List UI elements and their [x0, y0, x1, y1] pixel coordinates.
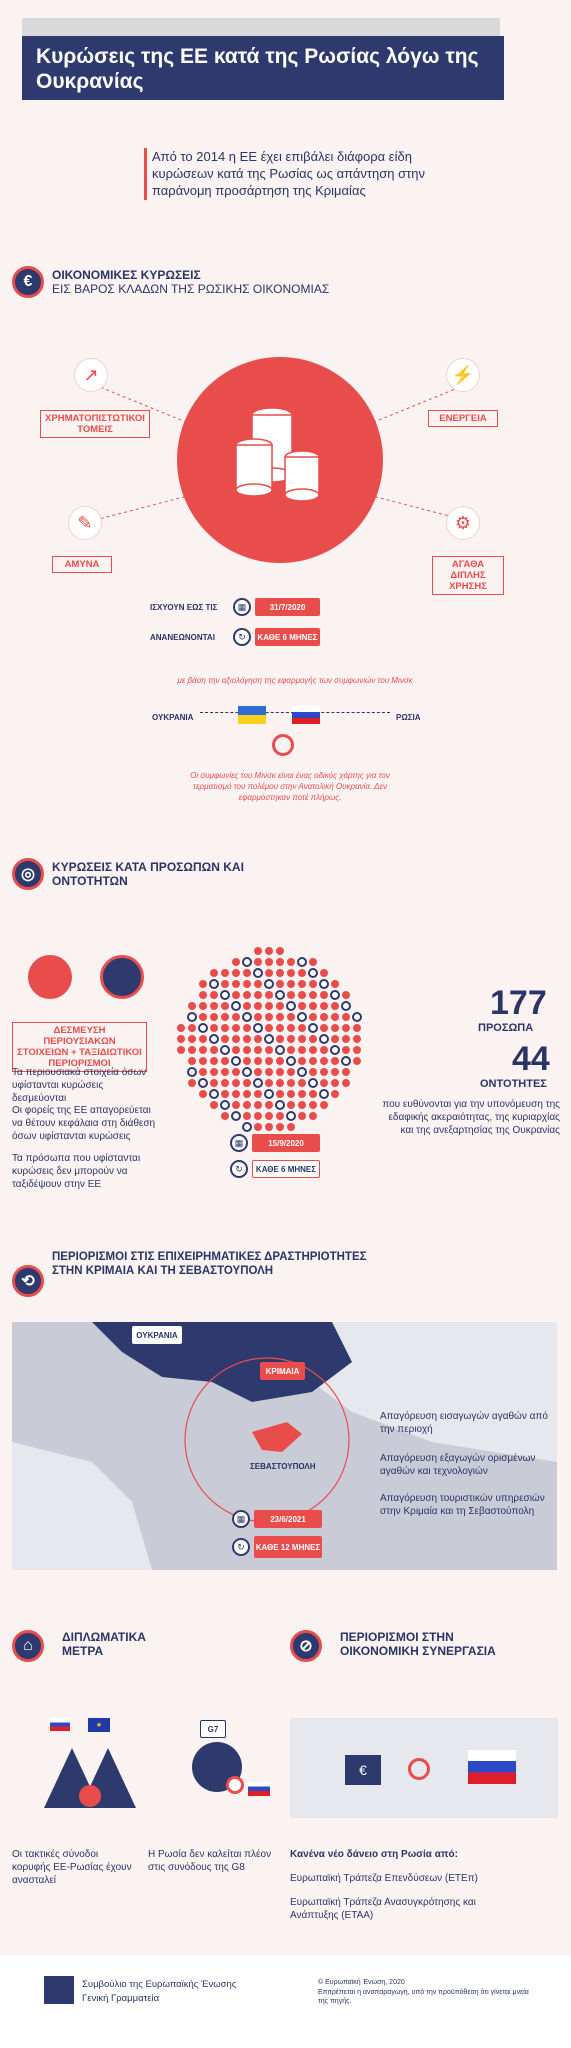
diplomatic-t2: Η Ρωσία δεν καλείται πλέον στις συνόδους της G8 [148, 1849, 272, 1873]
individual-p3: Τα πρόσωπα που υφίστανται κυρώσεις δεν μπορούν να ταξιδέψουν στην ΕΕ [12, 1153, 141, 1190]
person-dot [353, 1024, 361, 1032]
person-dot [287, 1046, 295, 1054]
person-dot [221, 1024, 229, 1032]
person-dot [232, 1002, 240, 1010]
person-dot [254, 1024, 262, 1032]
renew-label: ΑΝΑΝΕΩΝΟΝΤΑΙ [150, 633, 215, 642]
person-dot [232, 991, 240, 999]
crimea-date: 23/6/2021 [254, 1510, 322, 1528]
person-dot [309, 991, 317, 999]
person-dot [210, 1013, 218, 1021]
person-dot [232, 1090, 240, 1098]
intro-text: Από το 2014 η ΕΕ έχει επιβάλει διάφορα είδη κυρώσεων κατά της Ρωσίας ως απάντηση στην παράνομη προσάρτηση της Κριμαίας [152, 149, 425, 198]
russia-flag [50, 1718, 70, 1731]
person-dot [254, 947, 262, 955]
person-dot [309, 1112, 317, 1120]
person-dot [243, 1057, 251, 1065]
person-dot [243, 1046, 251, 1054]
person-dot [232, 1024, 240, 1032]
russia-flag [248, 1782, 270, 1796]
globe-icon [100, 955, 144, 999]
person-dot [188, 1046, 196, 1054]
person-dot [232, 958, 240, 966]
person-dot [331, 1002, 339, 1010]
person-dot [210, 1035, 218, 1043]
person-dot [309, 1046, 317, 1054]
person-dot [320, 1068, 328, 1076]
minsk-note: με βάση την αξιολόγηση της εφαρμογής των συμφωνιών του Μινσκ [177, 676, 413, 685]
person-dot [309, 980, 317, 988]
person-dot [353, 1046, 361, 1054]
person-dot [287, 1090, 295, 1098]
person-dot [199, 1079, 207, 1087]
intro-accent [144, 148, 147, 200]
person-dot [254, 1046, 262, 1054]
crimea-r2: Απαγόρευση εξαγωγών ορισμένων αγαθών και τεχνολογιών [380, 1453, 536, 1477]
person-dot [232, 1046, 240, 1054]
person-dot [254, 969, 262, 977]
person-dot [320, 1057, 328, 1065]
person-dot [309, 1024, 317, 1032]
person-dot [342, 1068, 350, 1076]
refresh-icon: ⟲ [12, 1265, 44, 1297]
person-dot [342, 1057, 350, 1065]
person-dot [276, 958, 284, 966]
person-dot [243, 1035, 251, 1043]
person-dot [309, 1090, 317, 1098]
person-dot [254, 980, 262, 988]
person-dot [210, 1101, 218, 1109]
person-dot [265, 1013, 273, 1021]
person-dot [210, 980, 218, 988]
cooperation-b2: Ευρωπαϊκή Τράπεζα Ανασυγκρότησης και Ανάπτυξης (ΕΤΑΑ) [290, 1897, 476, 1921]
sector-defence: ΑΜΥΝΑ [52, 556, 112, 573]
calendar-icon: ▦ [232, 1510, 250, 1528]
building-icon: ⌂ [12, 1630, 44, 1662]
person-dot [331, 1090, 339, 1098]
person-dot [298, 991, 306, 999]
cooperation-heading: Κανένα νέο δάνειο στη Ρωσία από: [290, 1849, 458, 1860]
person-dot [232, 1035, 240, 1043]
person-dot [254, 1068, 262, 1076]
person-dot [221, 1101, 229, 1109]
person-dot [298, 1090, 306, 1098]
sector-dual-use: ΑΓΑΘΑ ΔΙΠΛΗΣ ΧΡΗΣΗΣ [432, 556, 504, 595]
person-dot [210, 1068, 218, 1076]
person-dot [331, 980, 339, 988]
person-dot [320, 1046, 328, 1054]
diplomatic-t1: Οι τακτικές σύνοδοι κορυφής ΕΕ-Ρωσίας έχουν ανασταλεί [12, 1849, 132, 1886]
person-dot [199, 1068, 207, 1076]
person-dot [320, 1101, 328, 1109]
person-dot [331, 1013, 339, 1021]
person-dot [320, 1035, 328, 1043]
person-dot [232, 1068, 240, 1076]
person-dot [232, 1112, 240, 1120]
person-dot [276, 1002, 284, 1010]
person-dot [331, 1057, 339, 1065]
person-dot [276, 1057, 284, 1065]
person-dot [276, 1035, 284, 1043]
person-dot [320, 1079, 328, 1087]
person-dot [298, 1046, 306, 1054]
target-icon: ◎ [12, 858, 44, 890]
person-dot [199, 1090, 207, 1098]
person-dot [199, 1046, 207, 1054]
person-dot [298, 969, 306, 977]
person-dot [276, 1068, 284, 1076]
person-dot [221, 969, 229, 977]
footer-org1: Συμβούλιο της Ευρωπαϊκής Ένωσης [82, 1979, 237, 1990]
entities-label: ΟΝΤΟΤΗΤΕΣ [480, 1078, 547, 1090]
persons-label: ΠΡΟΣΩΠΑ [478, 1022, 534, 1034]
person-dot [353, 1013, 361, 1021]
person-dot [265, 1035, 273, 1043]
person-dot [232, 1057, 240, 1065]
person-dot [254, 1057, 262, 1065]
person-dot [243, 1079, 251, 1087]
person-dot [243, 1123, 251, 1131]
council-logo [44, 1976, 74, 2004]
person-dot [309, 1035, 317, 1043]
footer-org2: Γενική Γραμματεία [82, 1993, 160, 2004]
person-dot [243, 958, 251, 966]
person-dot [276, 1123, 284, 1131]
lightning-icon: ⚡ [446, 358, 480, 392]
renew-icon: ↻ [233, 628, 251, 646]
valid-label: ΙΣΧΥΟΥΝ ΕΩΣ ΤΙΣ [150, 603, 218, 612]
crimea-title: ΠΕΡΙΟΡΙΣΜΟΙ ΣΤΙΣ ΕΠΙΧΕΙΡΗΜΑΤΙΚΕΣ ΔΡΑΣΤΗΡΙΟΤΗΤΕΣ ΣΤΗΝ ΚΡΙΜΑΙΑ ΚΑΙ ΤΗ ΣΕΒΑΣΤΟΥΠΟΛΗ [52, 1251, 367, 1277]
person-dot [287, 969, 295, 977]
map-sevastopol-label: ΣΕΒΑΣΤΟΥΠΟΛΗ [250, 1462, 316, 1471]
renew-icon: ↻ [232, 1538, 250, 1556]
person-dot [331, 1068, 339, 1076]
person-dot [287, 1035, 295, 1043]
person-dot [232, 1101, 240, 1109]
person-dot [298, 980, 306, 988]
page-title: Κυρώσεις της ΕΕ κατά της Ρωσίας λόγω της Ουκρανίας [22, 36, 504, 100]
person-dot [276, 969, 284, 977]
person-dot [287, 1079, 295, 1087]
person-dot [221, 1057, 229, 1065]
person-dot [188, 1035, 196, 1043]
person-dot [353, 1035, 361, 1043]
prohibited-icon [408, 1758, 430, 1780]
person-dot [221, 1002, 229, 1010]
person-dot [265, 1057, 273, 1065]
person-dot [221, 1046, 229, 1054]
person-dot [265, 1024, 273, 1032]
person-dot [287, 991, 295, 999]
entities-number: 44 [512, 1040, 550, 1078]
person-dot [287, 1123, 295, 1131]
russia-flag [292, 706, 320, 724]
person-dot [298, 1112, 306, 1120]
person-dot [265, 1079, 273, 1087]
person-dot [276, 1112, 284, 1120]
person-dot [254, 991, 262, 999]
chart-icon: ↗ [74, 358, 108, 392]
person-dot [342, 1079, 350, 1087]
prohibited-icon: ⊘ [290, 1630, 322, 1662]
person-dot [309, 969, 317, 977]
person-dot [243, 1068, 251, 1076]
person-dot [287, 1057, 295, 1065]
person-dot [342, 991, 350, 999]
map-crimea-label: ΚΡΙΜΑΙΑ [260, 1362, 305, 1380]
individual-p1: Τα περιουσιακά στοιχεία όσων υφίστανται κυρώσεις δεσμεύονται [12, 1067, 147, 1104]
person-dot [199, 1002, 207, 1010]
person-dot [254, 1123, 262, 1131]
person-dot [287, 1068, 295, 1076]
person-dot [243, 969, 251, 977]
person-dot [221, 980, 229, 988]
person-dot [276, 1013, 284, 1021]
person-dot [320, 1002, 328, 1010]
person-dot [309, 1079, 317, 1087]
person-dot [243, 991, 251, 999]
person-dot [232, 1013, 240, 1021]
freeze-box: ΔΕΣΜΕΥΣΗ ΠΕΡΙΟΥΣΙΑΚΩΝ ΣΤΟΙΧΕΙΩΝ + ΤΑΞΙΔΙΩΤΙΚΟΙ ΠΕΡΙΟΡΙΣΜΟΙ [12, 1022, 147, 1072]
person-dot [298, 1024, 306, 1032]
person-dot [221, 1079, 229, 1087]
ukraine-label: ΟΥΚΡΑΝΙΑ [152, 713, 194, 722]
person-dot [177, 1024, 185, 1032]
syringe-icon: ✎ [68, 506, 102, 540]
prohibited-icon [272, 734, 294, 756]
individual-renew: ΚΑΘΕ 6 ΜΗΝΕΣ [252, 1160, 320, 1178]
person-dot [188, 1068, 196, 1076]
dots-circle [175, 945, 365, 1135]
person-dot [199, 1013, 207, 1021]
person-dot [210, 991, 218, 999]
person-dot [287, 1101, 295, 1109]
person-dot [265, 991, 273, 999]
person-dot [298, 1002, 306, 1010]
ukraine-flag [238, 706, 266, 724]
person-dot [221, 1090, 229, 1098]
person-dot [287, 1112, 295, 1120]
person-dot [276, 947, 284, 955]
person-dot [287, 1002, 295, 1010]
persons-number: 177 [490, 984, 547, 1022]
person-dot [298, 1013, 306, 1021]
person-dot [298, 1068, 306, 1076]
individual-date: 15/9/2020 [252, 1134, 320, 1152]
person-dot [243, 980, 251, 988]
person-dot [188, 1013, 196, 1021]
renew-icon: ↻ [230, 1160, 248, 1178]
cooperation-title: ΠΕΡΙΟΡΙΣΜΟΙ ΣΤΗΝ ΟΙΚΟΝΟΜΙΚΗ ΣΥΝΕΡΓΑΣΙΑ [340, 1630, 496, 1658]
person-dot [188, 1024, 196, 1032]
prohibited-icon [226, 1776, 244, 1794]
economic-title: ΟΙΚΟΝΟΜΙΚΕΣ ΚΥΡΩΣΕΙΣ [52, 268, 201, 282]
sector-financial: ΧΡΗΜΑΤΟΠΙΣΤΩΤΙΚΟΙ ΤΟΜΕΙΣ [40, 410, 150, 438]
person-dot [331, 991, 339, 999]
person-dot [298, 1057, 306, 1065]
person-dot [210, 1002, 218, 1010]
crimea-r1: Απαγόρευση εισαγωγών αγαθών από την περιοχή [380, 1411, 548, 1435]
person-dot [287, 1024, 295, 1032]
map-ukraine-label: ΟΥΚΡΑΝΙΑ [132, 1326, 182, 1344]
person-dot [276, 991, 284, 999]
coins-icon [28, 955, 72, 999]
person-dot [243, 1090, 251, 1098]
person-dot [243, 1002, 251, 1010]
person-dot [232, 980, 240, 988]
footer-copy1: © Ευρωπαϊκή Ένωση, 2020 [318, 1979, 405, 1986]
diplomatic-title: ΔΙΠΛΩΜΑΤΙΚΑ ΜΕΤΡΑ [62, 1630, 146, 1658]
russia-label: ΡΩΣΙΑ [396, 713, 421, 722]
person-dot [309, 1002, 317, 1010]
person-dot [254, 1090, 262, 1098]
person-dot [287, 980, 295, 988]
person-dot [210, 1079, 218, 1087]
person-dot [287, 1013, 295, 1021]
person-dot [276, 980, 284, 988]
person-dot [254, 1002, 262, 1010]
person-dot [331, 1035, 339, 1043]
person-dot [320, 991, 328, 999]
person-dot [265, 947, 273, 955]
person-dot [265, 969, 273, 977]
person-dot [276, 1079, 284, 1087]
russia-flag [468, 1750, 516, 1784]
person-dot [254, 1101, 262, 1109]
individual-title: ΚΥΡΩΣΕΙΣ ΚΑΤΑ ΠΡΟΣΩΠΩΝ ΚΑΙ ΟΝΤΟΤΗΤΩΝ [52, 860, 244, 888]
g7-label: G7 [200, 1720, 226, 1738]
person-dot [276, 1024, 284, 1032]
person-dot [221, 991, 229, 999]
person-dot [199, 980, 207, 988]
responsible-text: που ευθύνονται για την υπονόμευση της εδαφικής ακεραιότητας, της κυριαρχίας και της ανεξαρτησίας της Ουκρανίας [382, 1099, 560, 1136]
crimea-renew: ΚΑΘΕ 12 ΜΗΝΕΣ [254, 1536, 322, 1558]
person-dot [243, 1024, 251, 1032]
person-dot [177, 1046, 185, 1054]
person-dot [243, 1112, 251, 1120]
person-dot [309, 1013, 317, 1021]
map [12, 1322, 557, 1570]
person-dot [265, 1068, 273, 1076]
euro-icon: € [12, 266, 44, 298]
person-dot [210, 969, 218, 977]
person-dot [320, 1090, 328, 1098]
person-dot [265, 958, 273, 966]
top-bar [0, 0, 571, 22]
person-dot [254, 1013, 262, 1021]
person-dot [243, 1101, 251, 1109]
person-dot [221, 1112, 229, 1120]
person-dot [221, 1068, 229, 1076]
person-dot [265, 980, 273, 988]
person-dot [320, 980, 328, 988]
person-dot [265, 1090, 273, 1098]
person-dot [309, 958, 317, 966]
person-dot [254, 1112, 262, 1120]
person-dot [331, 1024, 339, 1032]
person-dot [199, 1057, 207, 1065]
person-dot [210, 1024, 218, 1032]
person-dot [298, 958, 306, 966]
person-dot [210, 1057, 218, 1065]
person-dot [210, 1046, 218, 1054]
person-dot [199, 1035, 207, 1043]
person-dot [342, 1046, 350, 1054]
person-dot [254, 1035, 262, 1043]
minsk-footnote: Οι συμφωνίες του Μινσκ είναι ένας οδικός χάρτης για τον τερματισμό του πολέμου στην Ανατολική Ουκρανία. Δεν εφαρμόστηκαν ποτέ πλήρως. [190, 771, 390, 802]
person-dot [342, 1035, 350, 1043]
renew-value: ΚΑΘΕ 6 ΜΗΝΕΣ [255, 628, 320, 646]
person-dot [232, 969, 240, 977]
person-dot [287, 958, 295, 966]
person-dot [265, 1101, 273, 1109]
person-dot [276, 1046, 284, 1054]
individual-p2: Οι φορείς της ΕΕ απαγορεύεται να θέτουν κεφάλαια στη διάθεση όσων υφίστανται κυρώσεις [12, 1105, 156, 1142]
person-dot [188, 1002, 196, 1010]
person-dot [331, 1046, 339, 1054]
person-dot [309, 1068, 317, 1076]
person-dot [265, 1002, 273, 1010]
person-dot [188, 1057, 196, 1065]
person-dot [342, 1002, 350, 1010]
person-dot [199, 991, 207, 999]
person-dot [177, 1035, 185, 1043]
eu-flag: ★ [88, 1718, 110, 1732]
person-dot [210, 1090, 218, 1098]
person-dot [331, 1079, 339, 1087]
person-dot [221, 1035, 229, 1043]
person-dot [265, 1112, 273, 1120]
person-dot [276, 1101, 284, 1109]
person-dot [221, 1013, 229, 1021]
person-dot [320, 1024, 328, 1032]
person-dot [265, 1123, 273, 1131]
valid-date: 31/7/2020 [255, 598, 320, 616]
calendar-icon: ▦ [230, 1134, 248, 1152]
cooperation-b1: Ευρωπαϊκή Τράπεζα Επενδύσεων (ΕΤΕπ) [290, 1873, 478, 1884]
person-dot [254, 1079, 262, 1087]
footer-copy2: Επιτρέπεται η αναπαραγωγή, υπό την προϋπόθεση ότι γίνεται μνεία της πηγής. [318, 1989, 529, 2005]
bank-icon: € [345, 1755, 381, 1785]
person-dot [320, 969, 328, 977]
person-dot [298, 1079, 306, 1087]
person-dot [298, 1035, 306, 1043]
person-dot [232, 1079, 240, 1087]
crimea-r3: Απαγόρευση τουριστικών υπηρεσιών στην Κριμαία και τη Σεβαστούπολη [380, 1493, 545, 1517]
calendar-icon: ▦ [233, 598, 251, 616]
person-dot [342, 1024, 350, 1032]
person-dot [276, 1090, 284, 1098]
person-dot [254, 958, 262, 966]
person-dot [298, 1101, 306, 1109]
person-dot [188, 1079, 196, 1087]
person-dot [265, 1046, 273, 1054]
person-dot [309, 1057, 317, 1065]
person-dot [243, 1013, 251, 1021]
person-dot [309, 1101, 317, 1109]
person-dot [199, 1024, 207, 1032]
person-dot [342, 1013, 350, 1021]
person-dot [320, 1013, 328, 1021]
sector-energy: ΕΝΕΡΓΕΙΑ [428, 410, 498, 427]
economic-subtitle: ΕΙΣ ΒΑΡΟΣ ΚΛΑΔΩΝ ΤΗΣ ΡΩΣΙΚΗΣ ΟΙΚΟΝΟΜΙΑΣ [52, 282, 330, 296]
gears-icon: ⚙ [446, 506, 480, 540]
person-dot [353, 1057, 361, 1065]
summit-diagram [44, 1738, 136, 1808]
